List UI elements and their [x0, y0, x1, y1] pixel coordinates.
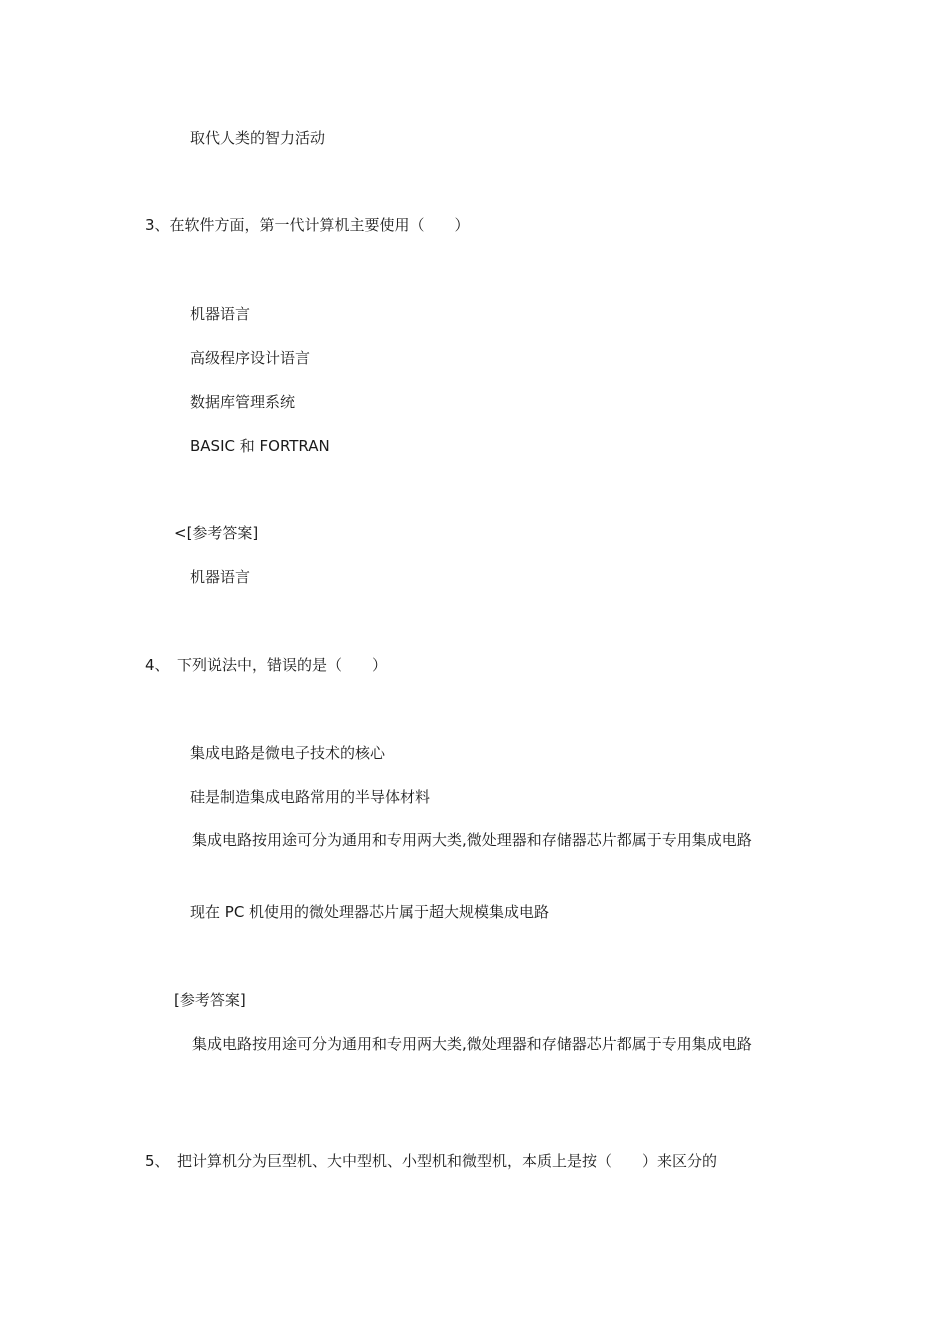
q3-option-3: 数据库管理系统 — [190, 393, 296, 411]
q4-answer-label: [参考答案] — [174, 991, 246, 1009]
q4-option-2: 硅是制造集成电路常用的半导体材料 — [190, 788, 431, 806]
q4-option-3 — [145, 825, 815, 855]
q4-option-1: 集成电路是微电子技术的核心 — [190, 744, 386, 762]
question-5: 5、 把计算机分为巨型机、大中型机、小型机和微型机，本质上是按（ ）来区分的 — [145, 1152, 718, 1170]
q4-answer — [145, 1029, 815, 1059]
q3-answer: 机器语言 — [190, 568, 251, 586]
q4-option-3-text: 集成电路按用途可分为通用和专用两大类,微处理器和存储器芯片都属于专用集成电路 — [192, 831, 752, 849]
q3-option-1: 机器语言 — [190, 305, 251, 323]
q3-option-2: 高级程序设计语言 — [190, 349, 311, 367]
question-4: 4、 下列说法中，错误的是（ ） — [145, 656, 388, 674]
q3-option-4: BASIC 和 FORTRAN — [190, 437, 330, 455]
option-text: 取代人类的智力活动 — [190, 129, 326, 147]
q4-option-4: 现在 PC 机使用的微处理器芯片属于超大规模集成电路 — [190, 903, 550, 921]
q4-answer-text: 集成电路按用途可分为通用和专用两大类,微处理器和存储器芯片都属于专用集成电路 — [192, 1035, 752, 1053]
question-3: 3、在软件方面，第一代计算机主要使用（ ） — [145, 216, 470, 234]
q3-answer-label: <[参考答案] — [174, 524, 259, 542]
